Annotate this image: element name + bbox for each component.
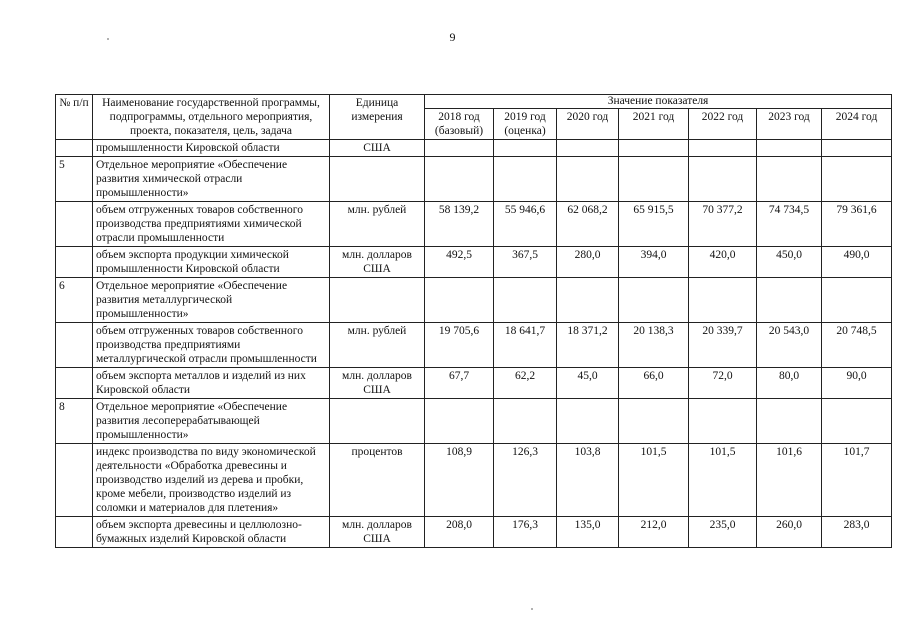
row-value: 108,9 (425, 444, 494, 517)
row-value (689, 278, 757, 323)
page-number: 9 (449, 30, 456, 44)
row-value: 212,0 (619, 517, 689, 548)
row-value: 18 641,7 (494, 323, 557, 368)
header-value-group: Значение показателя (425, 95, 892, 109)
row-value: 101,7 (822, 444, 892, 517)
row-value (557, 157, 619, 202)
row-value (557, 399, 619, 444)
row-unit: млн. долларов США (330, 247, 425, 278)
row-name: объем отгруженных товаров собственного производства предприятиями химической отрасли промышленности (93, 202, 330, 247)
row-value (619, 157, 689, 202)
header-year: 2019 год (оценка) (494, 109, 557, 140)
row-value (494, 140, 557, 157)
row-value: 62 068,2 (557, 202, 619, 247)
table-row (56, 157, 892, 202)
row-value: 65 915,5 (619, 202, 689, 247)
row-value (494, 157, 557, 202)
row-value (822, 399, 892, 444)
row-value: 18 371,2 (557, 323, 619, 368)
row-value (757, 140, 822, 157)
row-unit: млн. долларов США (330, 517, 425, 548)
table-row (56, 323, 892, 368)
table-row (56, 444, 892, 517)
row-value: 20 543,0 (757, 323, 822, 368)
row-value: 58 139,2 (425, 202, 494, 247)
row-value: 55 946,6 (494, 202, 557, 247)
row-value: 20 138,3 (619, 323, 689, 368)
row-value (425, 278, 494, 323)
row-value (757, 278, 822, 323)
row-value (494, 278, 557, 323)
row-value: 79 361,6 (822, 202, 892, 247)
row-number (56, 368, 93, 399)
row-number (56, 323, 93, 368)
row-value: 208,0 (425, 517, 494, 548)
row-value (689, 399, 757, 444)
row-unit: США (330, 140, 425, 157)
row-value: 135,0 (557, 517, 619, 548)
row-value (425, 399, 494, 444)
row-value: 45,0 (557, 368, 619, 399)
row-name: Отдельное мероприятие «Обеспечение развития химической отрасли промышленности» (93, 157, 330, 202)
table-row (56, 140, 892, 157)
row-value: 20 339,7 (689, 323, 757, 368)
scan-speck (531, 608, 533, 610)
table-row (56, 247, 892, 278)
row-value: 235,0 (689, 517, 757, 548)
table-row (56, 202, 892, 247)
row-value (822, 278, 892, 323)
row-value: 20 748,5 (822, 323, 892, 368)
row-value (689, 140, 757, 157)
row-value: 62,2 (494, 368, 557, 399)
scan-speck (107, 38, 109, 40)
row-name: объем экспорта металлов и изделий из них Кировской области (93, 368, 330, 399)
table-row (56, 399, 892, 444)
row-unit: млн. долларов США (330, 368, 425, 399)
row-value: 420,0 (689, 247, 757, 278)
row-name: промышленности Кировской области (93, 140, 330, 157)
row-number (56, 247, 93, 278)
row-value (822, 157, 892, 202)
header-year: 2024 год (822, 109, 892, 140)
row-value: 90,0 (822, 368, 892, 399)
row-number: 8 (56, 399, 93, 444)
row-name: Отдельное мероприятие «Обеспечение развития лесоперерабатывающей промышленности» (93, 399, 330, 444)
header-year: 2022 год (689, 109, 757, 140)
row-unit (330, 278, 425, 323)
row-value: 450,0 (757, 247, 822, 278)
table-body (56, 140, 892, 548)
row-value: 101,6 (757, 444, 822, 517)
row-unit: процентов (330, 444, 425, 517)
header-unit: Единица измерения (330, 95, 425, 140)
row-value (822, 140, 892, 157)
row-value: 126,3 (494, 444, 557, 517)
row-value (757, 157, 822, 202)
row-value (425, 157, 494, 202)
header-name: Наименование государственной программы, подпрограммы, отдельного мероприятия, проекта, показателя, цель, задача (93, 95, 330, 140)
row-value (557, 278, 619, 323)
row-value: 367,5 (494, 247, 557, 278)
row-unit (330, 399, 425, 444)
row-name: объем отгруженных товаров собственного производства предприятиями металлургической отрасли промышленности (93, 323, 330, 368)
row-value (757, 399, 822, 444)
row-value: 19 705,6 (425, 323, 494, 368)
row-unit (330, 157, 425, 202)
row-value: 67,7 (425, 368, 494, 399)
row-value (494, 399, 557, 444)
row-number (56, 517, 93, 548)
row-number: 5 (56, 157, 93, 202)
row-value: 72,0 (689, 368, 757, 399)
row-value: 101,5 (619, 444, 689, 517)
row-value: 80,0 (757, 368, 822, 399)
header-year: 2023 год (757, 109, 822, 140)
row-value: 103,8 (557, 444, 619, 517)
row-value: 74 734,5 (757, 202, 822, 247)
row-value (619, 140, 689, 157)
row-value: 283,0 (822, 517, 892, 548)
header-year: 2018 год (базовый) (425, 109, 494, 140)
row-number (56, 444, 93, 517)
header-number: № п/п (56, 95, 93, 140)
row-name: индекс производства по виду экономической деятельности «Обработка древесины и производство изделий из дерева и пробки, кроме мебели, производство изделий из соломки и материалов для плетения» (93, 444, 330, 517)
row-name: объем экспорта продукции химической промышленности Кировской области (93, 247, 330, 278)
row-unit: млн. рублей (330, 323, 425, 368)
row-number (56, 140, 93, 157)
row-value: 492,5 (425, 247, 494, 278)
row-value (619, 278, 689, 323)
row-value: 176,3 (494, 517, 557, 548)
table-row (56, 278, 892, 323)
header-row (56, 95, 892, 109)
header-year: 2021 год (619, 109, 689, 140)
row-value: 280,0 (557, 247, 619, 278)
row-value: 101,5 (689, 444, 757, 517)
row-value: 260,0 (757, 517, 822, 548)
header-year: 2020 год (557, 109, 619, 140)
row-name: объем экспорта древесины и целлюлозно-бумажных изделий Кировской области (93, 517, 330, 548)
table-row (56, 368, 892, 399)
row-unit: млн. рублей (330, 202, 425, 247)
row-value (689, 157, 757, 202)
row-value (619, 399, 689, 444)
table-row (56, 517, 892, 548)
row-value: 490,0 (822, 247, 892, 278)
row-number (56, 202, 93, 247)
row-name: Отдельное мероприятие «Обеспечение развития металлургической промышленности» (93, 278, 330, 323)
row-value: 70 377,2 (689, 202, 757, 247)
row-value (425, 140, 494, 157)
row-value: 66,0 (619, 368, 689, 399)
row-value: 394,0 (619, 247, 689, 278)
row-value (557, 140, 619, 157)
indicators-table (55, 94, 892, 548)
row-number: 6 (56, 278, 93, 323)
